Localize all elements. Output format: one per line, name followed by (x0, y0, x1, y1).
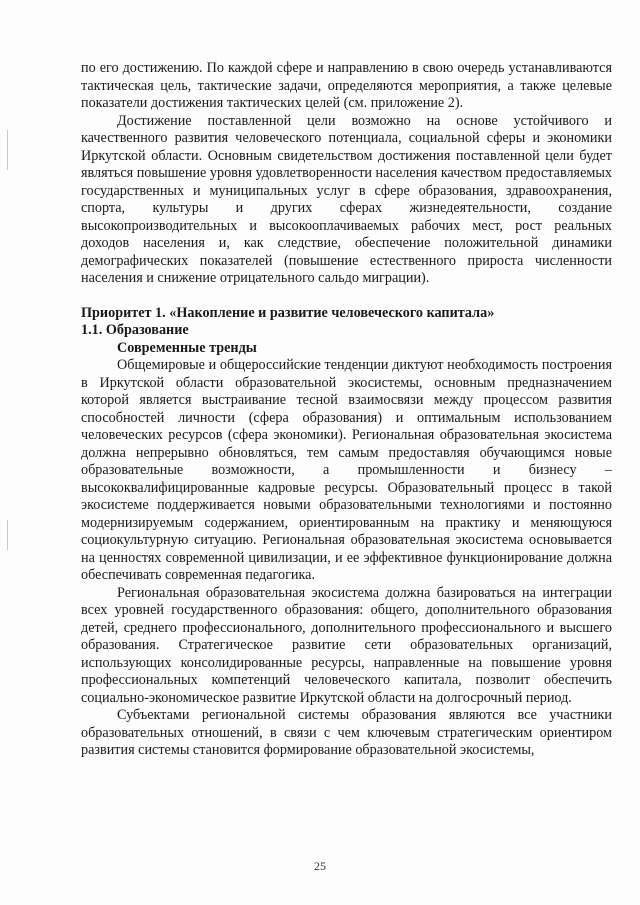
paragraph: Субъектами региональной системы образования являются все участники образовательных отношений, в связи с чем ключевым стратегическим ориентиром развития системы становится формирование образовательной экосистемы, (81, 707, 612, 758)
paragraph: Достижение поставленной цели возможно на основе устойчивого и качественного развития человеческого потенциала, социальной сферы и экономики Иркутской области. Основным свидетельством достижения поставленной цели будет являться повышение уровня удовлетворенности населения качеством предоставляемых государственных и муниципальных услуг в сфере образования, здравоохранения, спорта, культуры и других сферах жизнедеятельности, создание высокопроизводительных и высокооплачиваемых рабочих мест, рост реальных доходов населения и, как следствие, обеспечение положительной динамики демографических показателей (повышение естественного прироста численности населения и снижение отрицательного сальдо миграции). (81, 112, 612, 286)
spacer (81, 288, 612, 305)
paragraph: Общемировые и общероссийские тенденции диктуют необходимость построения в Иркутской области образовательной экосистемы, основным предназначением которой является выстраивание тесной взаимосвязи между процессом развития способностей личности (сфера образования) и оптимальным использованием человеческих ресурсов (сфера экономики). Региональная образовательная экосистема должна непрерывно обновляться, тем самым предоставляя обучающимся новые образовательные возможности, а промышленности и бизнесу – высококвалифицированные кадровые ресурсы. Образовательный процесс в такой экосистеме поддерживается новыми образовательными технологиями и постоянно модернизируемым содержанием, ориентированным на практику и меняющуюся социокультурную ситуацию. Региональная образовательная экосистема основывается на ценностях современной цивилизации, и ее эффективное функционирование должна обеспечивать современная педагогика. (81, 357, 612, 583)
scan-margin-mark (7, 520, 8, 550)
priority-heading: Приоритет 1. «Накопление и развитие человеческого капитала» (81, 304, 495, 321)
scan-margin-mark (7, 130, 8, 170)
page-number: 25 (314, 859, 326, 873)
paragraph: по его достижению. По каждой сфере и направлению в свою очередь устанавливаются тактическая цель, тактические задачи, определяются мероприятия, а также целевые показатели достижения тактических целей (см. приложение 2). (81, 60, 612, 111)
section-heading: 1.1. Образование (81, 322, 189, 338)
subsection-heading: Современные тренды (117, 339, 257, 356)
page-body (81, 60, 612, 760)
paragraph: Региональная образовательная экосистема должна базироваться на интеграции всех уровней государственного образования: общего, дополнительного образования детей, среднего профессионального, дополнительного профессионального и высшего образования. Стратегическое развитие сети образовательных организаций, использующих консолидированные ресурсы, направленные на повышение уровня профессиональных компетенций человеческого капитала, позволит обеспечить социально-экономическое развитие Иркутской области на долгосрочный период. (81, 584, 612, 706)
